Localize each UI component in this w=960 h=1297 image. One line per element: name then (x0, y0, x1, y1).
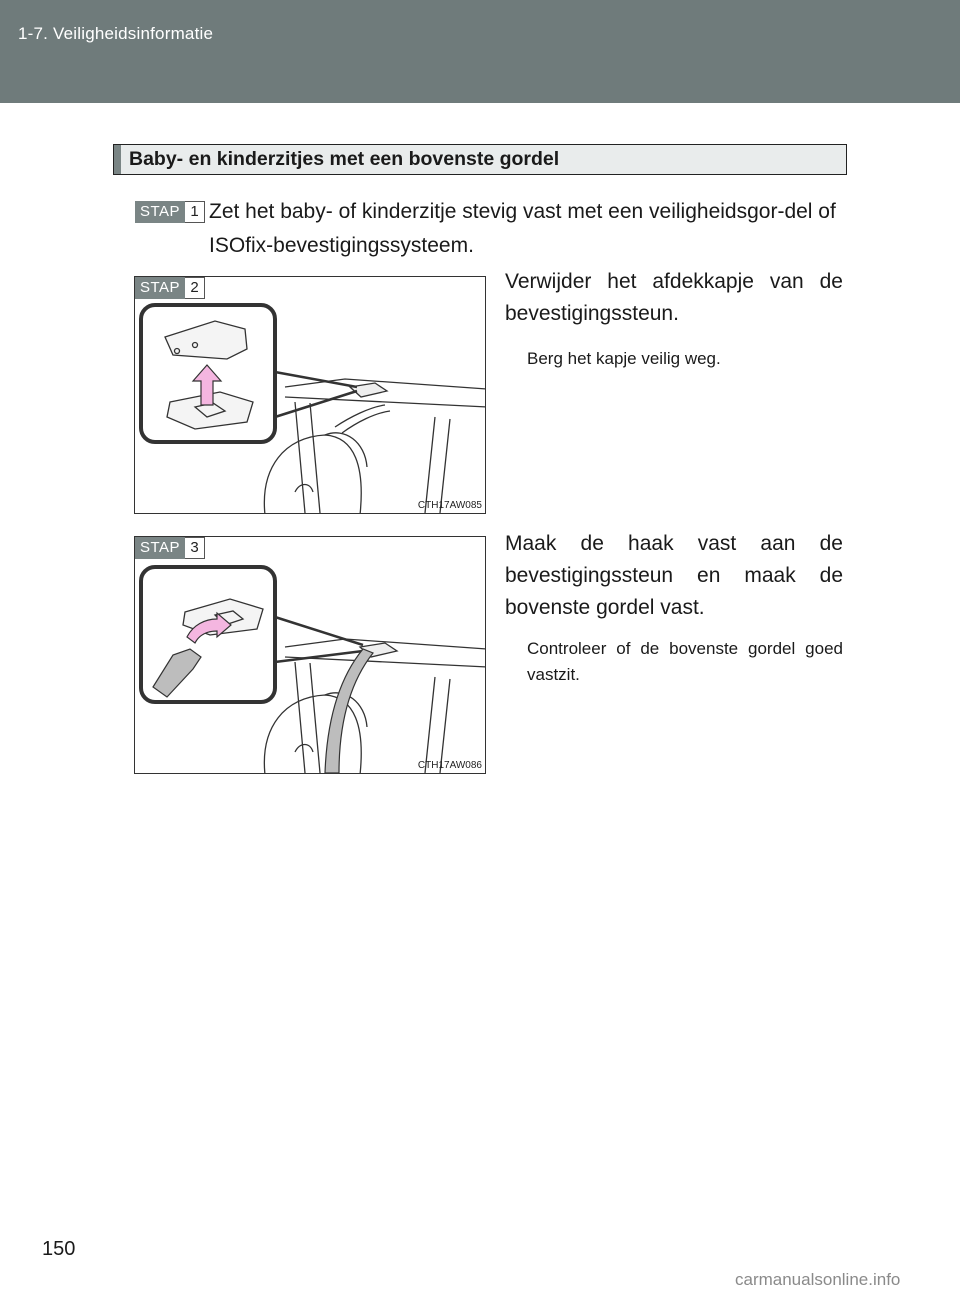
step-label: STAP (135, 537, 185, 559)
figure-code: CTH17AW085 (417, 500, 482, 511)
step-3-note: Controleer of de bovenste gordel goed vastzit. (527, 639, 843, 684)
step-label: STAP (135, 201, 185, 223)
step-number: 3 (185, 537, 205, 559)
step-1-text: Zet het baby- of kinderzitje stevig vast met een veiligheidsgor-del of ISOfix-bevestigingssysteem. (209, 200, 836, 257)
step-2-badge (135, 277, 205, 299)
section-heading (113, 144, 847, 175)
step-3-text: Maak de haak vast aan de bevestigingssteun en maak de bovenste gordel vast. (505, 532, 843, 619)
heading-bar (114, 145, 121, 174)
step-1-badge (135, 201, 205, 223)
step-2-figure (134, 276, 486, 514)
heading-title: Baby- en kinderzitjes met een bovenste gordel (129, 148, 560, 170)
step-3-figure (134, 536, 486, 774)
figure-code: CTH17AW086 (417, 760, 482, 771)
page-header (0, 0, 960, 103)
step-label: STAP (135, 277, 185, 299)
step-2-note: Berg het kapje veilig weg. (527, 349, 721, 368)
page-number: 150 (42, 1238, 76, 1260)
step-number: 2 (185, 277, 205, 299)
watermark: carmanualsonline.info (735, 1270, 901, 1289)
remove-cap-illustration (135, 277, 486, 514)
step-2-text: Verwijder het afdekkapje van de bevestigingssteun. (505, 270, 843, 325)
step-number: 1 (185, 201, 205, 223)
attach-hook-illustration (135, 537, 486, 774)
section-title: 1-7. Veiligheidsinformatie (18, 24, 214, 43)
step-3-badge (135, 537, 205, 559)
